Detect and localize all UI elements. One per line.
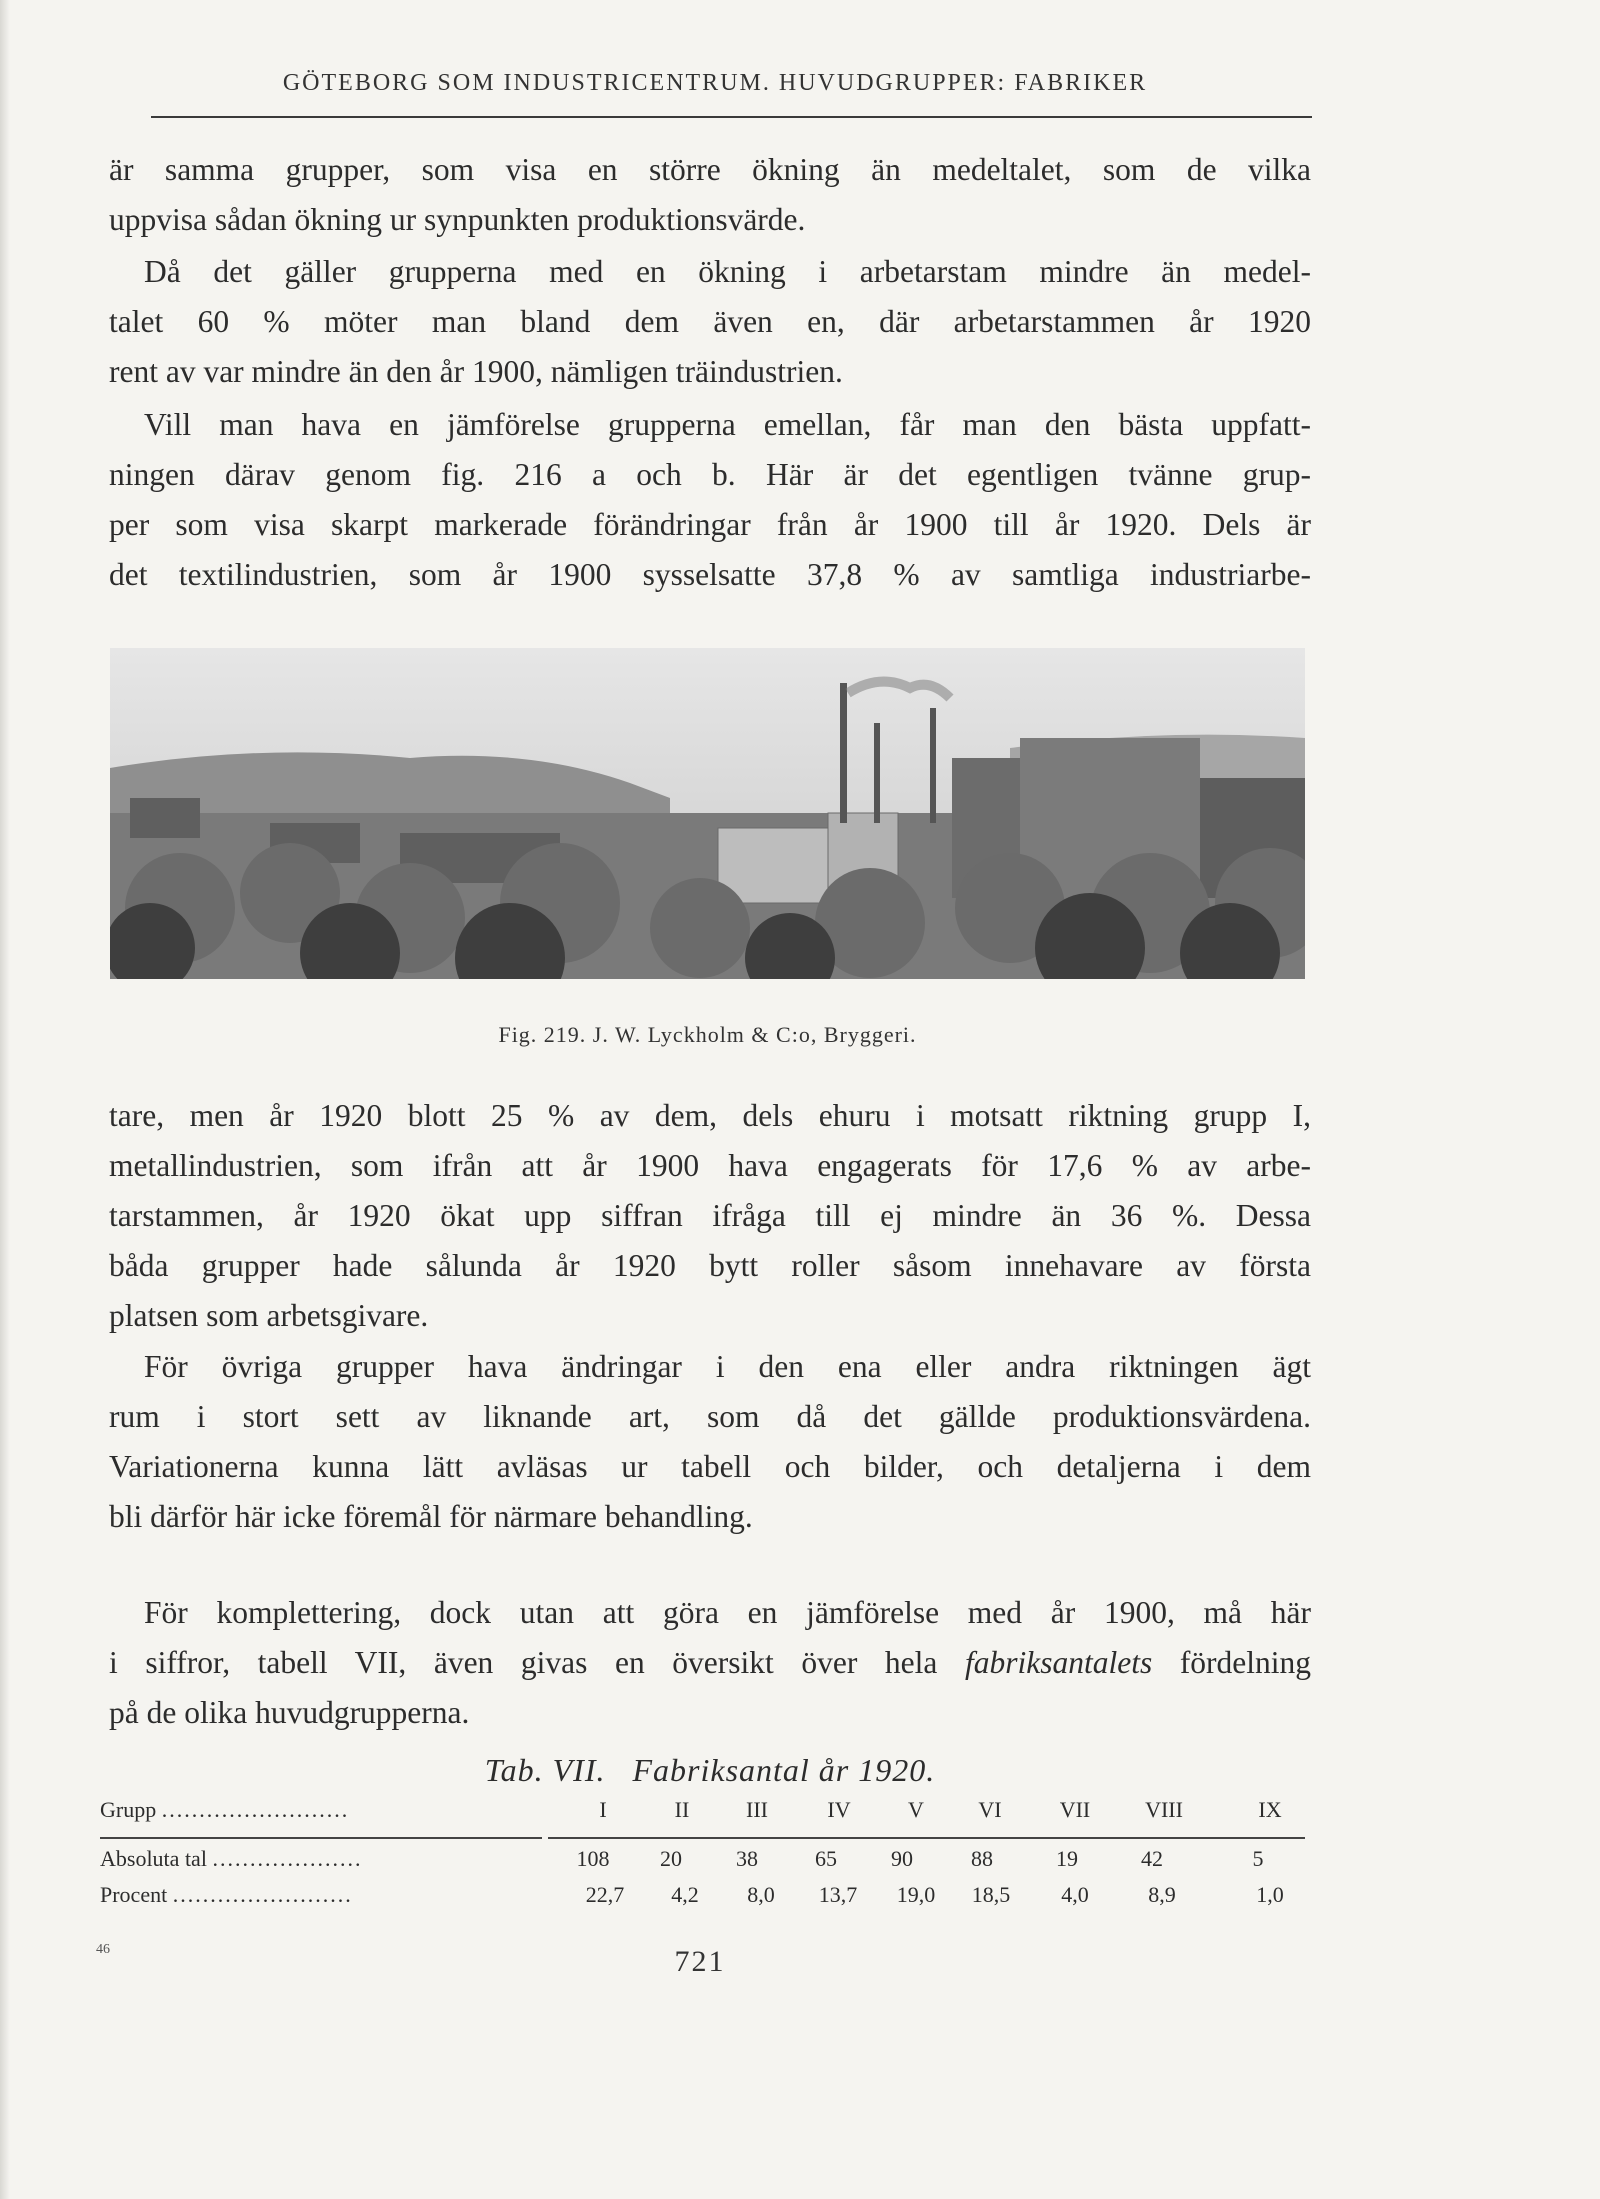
text-line: tarstammen, år 1920 ökat upp siffran ifråga till ej mindre än 36 %. Dessa [109, 1198, 1311, 1233]
page-number: 721 [674, 1945, 726, 1978]
text-line: bli därför här icke föremål för närmare behandling. [109, 1499, 753, 1534]
text-line: Variationerna kunna lätt avläsas ur tabell och bilder, och detaljerna i dem [109, 1449, 1311, 1484]
table-cell: 4,2 [671, 1882, 699, 1907]
group-header: VIII [1145, 1797, 1183, 1822]
table-cell: 88 [971, 1846, 993, 1871]
row-label-text: Absoluta tal [100, 1846, 207, 1871]
paragraph-3 [109, 400, 1311, 600]
paragraph-6 [109, 1588, 1311, 1738]
text-line: båda grupper hade sålunda år 1920 bytt roller såsom innehavare av första [109, 1248, 1311, 1283]
text-line: uppvisa sådan ökning ur synpunkten produktionsvärde. [109, 202, 806, 237]
text-line: ningen därav genom fig. 216 a och b. Här är det egentligen tvänne grup- [109, 457, 1311, 492]
table-cell: 4,0 [1061, 1882, 1089, 1907]
text-line: Vill man hava en jämförelse grupperna emellan, får man den bästa uppfatt- [144, 407, 1311, 442]
table-cell: 18,5 [971, 1882, 1011, 1907]
table-cell: 22,7 [585, 1882, 625, 1907]
table-cell: 19,0 [896, 1882, 936, 1907]
paragraph-1 [109, 145, 1311, 245]
table-header-row [100, 1797, 1305, 1827]
text-line: på de olika huvudgrupperna. [109, 1695, 470, 1730]
paragraph-4 [109, 1091, 1311, 1341]
table-row [100, 1846, 1305, 1876]
table-cell: 38 [736, 1846, 758, 1871]
figure-caption: Fig. 219. J. W. Lyckholm & C:o, Bryggeri. [498, 1022, 917, 1047]
row-label: Procent ........................ [100, 1882, 353, 1907]
page-edge-shadow [0, 0, 10, 2199]
text-line: Då det gäller grupperna med en ökning i arbetarstam mindre än medel- [144, 254, 1311, 289]
group-header: IV [827, 1797, 851, 1822]
table-row [100, 1882, 1305, 1912]
paragraph-2 [109, 247, 1311, 397]
brewery-photo-illustration [110, 648, 1305, 979]
table-cell: 19 [1056, 1846, 1078, 1871]
table-rule [548, 1837, 1305, 1839]
table-cell: 1,0 [1256, 1882, 1284, 1907]
group-header: VI [978, 1797, 1002, 1822]
group-header: II [674, 1797, 690, 1822]
text-segment: fördelning [1179, 1645, 1312, 1680]
table-title [300, 1752, 1120, 1789]
table-number: Tab. VII. [484, 1752, 606, 1788]
text-segment: i siffror, tabell VII, även givas en översikt över hela [109, 1645, 938, 1680]
text-line: talet 60 % möter man bland dem även en, där arbetarstammen år 1920 [109, 304, 1311, 339]
table-header-label: Grupp ......................... [100, 1797, 350, 1822]
row-label: Absoluta tal .................... [100, 1846, 363, 1871]
table-cell: 42 [1141, 1846, 1163, 1871]
table-rule [100, 1837, 542, 1839]
emphasis-fabriksantalets: fabriksantalets [964, 1645, 1153, 1680]
text-line [109, 1638, 1311, 1688]
group-header: III [746, 1797, 768, 1822]
text-line: tare, men år 1920 blott 25 % av dem, dels ehuru i motsatt riktning grupp I, [109, 1098, 1311, 1133]
table-cell: 8,0 [747, 1882, 775, 1907]
group-header: I [599, 1797, 607, 1822]
table-cell: 20 [660, 1846, 682, 1871]
text-line: är samma grupper, som visa en större ökning än medeltalet, som de vilka [109, 152, 1311, 187]
text-line: För övriga grupper hava ändringar i den ena eller andra riktningen ägt [144, 1349, 1311, 1384]
row-label-text: Procent [100, 1882, 168, 1907]
paragraph-5 [109, 1342, 1311, 1542]
table-cell: 65 [815, 1846, 837, 1871]
text-line: platsen som arbetsgivare. [109, 1298, 429, 1333]
signature-mark: 46 [96, 1942, 110, 1957]
table-cell: 90 [891, 1846, 913, 1871]
grupp-label: Grupp [100, 1797, 157, 1822]
brewery-photograph [110, 648, 1305, 979]
group-header: IX [1258, 1797, 1282, 1822]
table-caption: Fabriksantal år 1920. [632, 1752, 936, 1788]
text-line: rent av var mindre än den år 1900, nämligen träindustrien. [109, 354, 843, 389]
text-line: det textilindustrien, som år 1900 sysselsatte 37,8 % av samtliga industriarbe- [109, 557, 1311, 592]
header-rule [151, 116, 1312, 118]
group-header: V [908, 1797, 924, 1822]
text-line: rum i stort sett av liknande art, som då det gällde produktionsvärdena. [109, 1399, 1311, 1434]
table-cell: 13,7 [818, 1882, 858, 1907]
table-cell: 108 [576, 1846, 610, 1871]
table-cell: 5 [1252, 1846, 1264, 1871]
group-header: VII [1059, 1797, 1091, 1822]
text-line: För komplettering, dock utan att göra en jämförelse med år 1900, må här [144, 1595, 1311, 1630]
text-line: per som visa skarpt markerade förändringar från år 1900 till år 1920. Dels är [109, 507, 1311, 542]
running-header: GÖTEBORG SOM INDUSTRICENTRUM. HUVUDGRUPPER: FABRIKER [282, 70, 1148, 96]
table-cell: 8,9 [1148, 1882, 1176, 1907]
text-line: metallindustrien, som ifrån att år 1900 hava engagerats för 17,6 % av arbe- [109, 1148, 1311, 1183]
